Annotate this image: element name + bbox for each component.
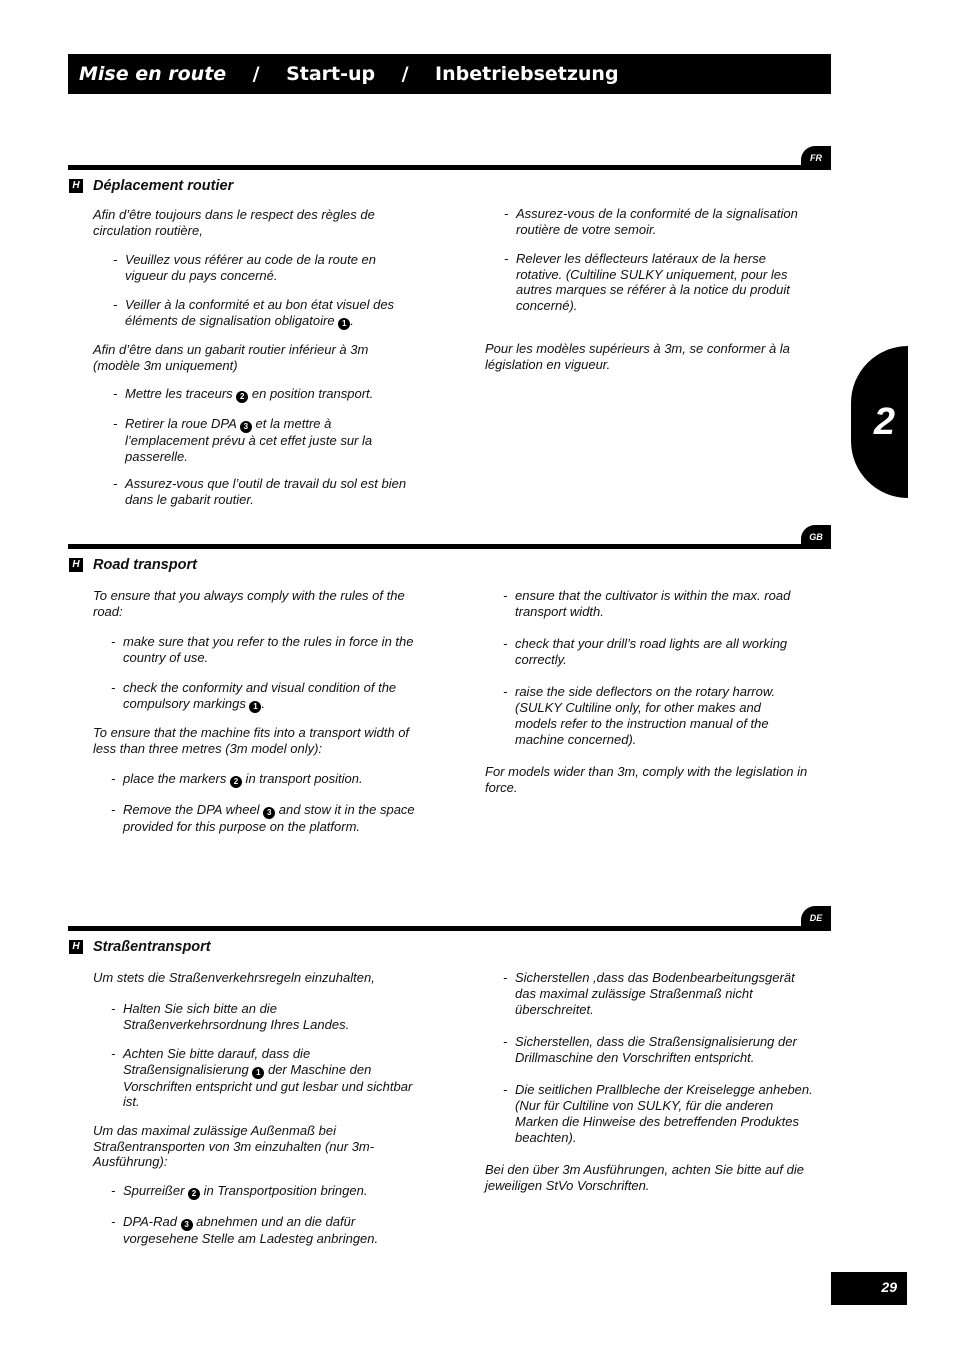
list-item: - Spurreißer 2 in Transportposition bringen. <box>111 1183 423 1200</box>
lang-tab-fr: FR <box>801 146 831 170</box>
section-divider <box>68 165 831 170</box>
paragraph: Bei den über 3m Ausführungen, achten Sie bitte auf die jeweiligen StVo Vorschriften. <box>485 1162 804 1193</box>
list-item: - raise the side deflectors on the rotary harrow. (SULKY Cultiline only, for other makes and models refer to the instruction manual of the machine concerned). <box>503 684 800 748</box>
chapter-tab: 2 <box>851 346 908 498</box>
page-header <box>68 54 831 94</box>
section-heading-fr <box>69 177 233 195</box>
paragraph: Afin d’être toujours dans le respect des règles de circulation routière, <box>93 207 375 238</box>
list-item: - Relever les déflecteurs latéraux de la herse rotative. (Cultiline SULKY uniquement, pour les autres marques se référer à la notice du produit concerné). <box>504 251 806 313</box>
list-item: - Die seitlichen Prallbleche der Kreiselegge anheben. (Nur für Cultiline von SULKY, für die anderen Marken die Hinweise des betreffenden Produktes beachten). <box>503 1082 815 1146</box>
page-number: 29 <box>831 1272 907 1305</box>
callout-number: 1 <box>338 318 350 330</box>
section-badge: H <box>69 558 83 572</box>
section-title: Déplacement routier <box>93 178 234 194</box>
list-item: - Sicherstellen ,dass das Bodenbearbeitungsgerät das maximal zulässige Straßenmaß nicht überschreitet. <box>503 970 815 1018</box>
callout-number: 3 <box>240 421 252 433</box>
list-item: - Remove the DPA wheel 3 and stow it in the space provided for this purpose on the platform. <box>111 802 423 835</box>
callout-number: 2 <box>236 391 248 403</box>
list-item: - Assurez-vous de la conformité de la signalisation routière de votre semoir. <box>504 206 806 237</box>
callout-number: 2 <box>230 776 242 788</box>
list-item: - place the markers 2 in transport position. <box>111 771 423 788</box>
header-separator: / <box>252 63 260 85</box>
section-heading-gb <box>69 556 197 574</box>
list-item: - Retirer la roue DPA 3 et la mettre à l’emplacement prévu à cet effet juste sur la passerelle. <box>113 416 415 464</box>
section-badge: H <box>69 179 83 193</box>
section-divider <box>68 544 831 549</box>
list-item: - Sicherstellen, dass die Straßensignalisierung der Drillmaschine den Vorschriften entspricht. <box>503 1034 815 1066</box>
list-item: - ensure that the cultivator is within the max. road transport width. <box>503 588 815 620</box>
paragraph: For models wider than 3m, comply with the legislation in force. <box>485 764 808 795</box>
callout-number: 2 <box>188 1188 200 1200</box>
list-item: - Halten Sie sich bitte an die Straßenverkehrsordnung Ihres Landes. <box>111 1001 413 1032</box>
list-item: - Achten Sie bitte darauf, dass die Straßensignalisierung 1 der Maschine den Vorschriften entspricht und gut lesbar und sichtbar ist. <box>111 1046 413 1110</box>
list-item: - Mettre les traceurs 2 en position transport. <box>113 386 425 403</box>
callout-number: 1 <box>249 701 261 713</box>
lang-tab-gb: GB <box>801 525 831 549</box>
list-item: - make sure that you refer to the rules in force in the country of use. <box>111 634 423 666</box>
paragraph: Um das maximal zulässige Außenmaß bei Straßentransporten von 3m einzuhalten (nur 3m-Ausführung): <box>93 1123 375 1169</box>
section-title: Road transport <box>93 557 197 573</box>
callout-number: 3 <box>181 1219 193 1231</box>
section-title: Straßentransport <box>93 939 211 955</box>
header-title-de: Inbetriebsetzung <box>435 63 619 85</box>
list-item: - DPA-Rad 3 abnehmen und an die dafür vorgesehene Stelle am Ladesteg anbringen. <box>111 1214 413 1247</box>
section-heading-de <box>69 938 211 956</box>
section-badge: H <box>69 940 83 954</box>
header-title-gb: Start-up <box>286 63 376 85</box>
list-item: - Veiller à la conformité et au bon état visuel des éléments de signalisation obligatoire 1 . <box>113 297 415 330</box>
list-item: - Veuillez vous référer au code de la route en vigueur du pays concerné. <box>113 252 415 283</box>
paragraph: To ensure that the machine fits into a transport width of less than three metres (3m model only): <box>93 725 410 756</box>
header-title-fr: Mise en route <box>79 63 227 85</box>
list-item: - check that your drill’s road lights are all working correctly. <box>503 636 815 668</box>
section-divider <box>68 926 831 931</box>
paragraph: To ensure that you always comply with the rules of the road: <box>93 588 405 619</box>
header-separator: / <box>401 63 409 85</box>
paragraph: Pour les modèles supérieurs à 3m, se conformer à la législation en vigueur. <box>485 341 790 372</box>
list-item: - check the conformity and visual condition of the compulsory markings 1 . <box>111 680 423 713</box>
paragraph: Afin d’être dans un gabarit routier inférieur à 3m (modèle 3m uniquement) <box>93 342 369 373</box>
callout-number: 3 <box>263 807 275 819</box>
callout-number: 1 <box>252 1067 264 1079</box>
paragraph: Um stets die Straßenverkehrsregeln einzuhalten, <box>93 970 375 985</box>
list-item: - Assurez-vous que l’outil de travail du sol est bien dans le gabarit routier. <box>113 476 415 507</box>
lang-tab-de: DE <box>801 906 831 930</box>
